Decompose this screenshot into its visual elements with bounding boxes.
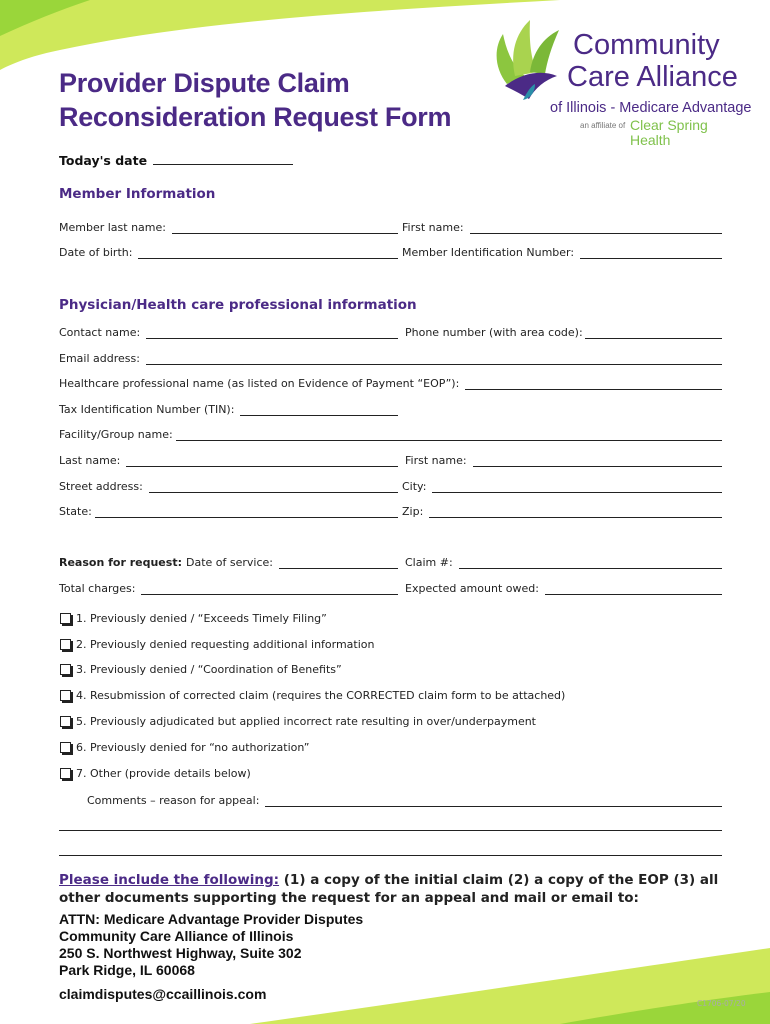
email-field[interactable] [146,354,722,365]
dob-row [59,245,398,259]
city-field[interactable] [432,482,722,493]
state-row [59,504,398,518]
claim-row [405,555,722,569]
include-instructions [59,871,719,907]
todays-date-row [59,153,293,168]
claim-label: Claim #: [405,556,453,569]
contact-name-row [59,325,398,339]
dob-field[interactable] [138,248,398,259]
physician-info-heading: Physician/Health care professional information [59,297,417,313]
include-text-1: (1) a copy of the initial claim (2) a copy of the EOP (3) all [279,872,719,888]
hcp-last-name-field[interactable] [126,456,398,467]
logo-name-line-2: Care Alliance [567,61,738,93]
email-row [59,351,722,365]
address-line-1: ATTN: Medicare Advantage Provider Disputes [59,911,364,927]
total-charges-row [59,581,398,595]
member-first-name-field[interactable] [470,223,722,234]
expected-amount-field[interactable] [545,584,722,595]
date-of-service-row [59,555,398,569]
checkbox-item[interactable] [60,663,342,676]
checkbox-label: 7. Other (provide details below) [76,767,251,780]
logo-affiliate-text: an affiliate of [580,121,626,130]
state-label: State: [59,505,92,518]
form-code: C1706-07/20 [697,999,746,1008]
checkbox-item[interactable] [60,715,536,728]
clear-spring-line-1: Clear Spring [630,117,708,133]
hcp-last-name-row [59,453,398,467]
checkbox-icon[interactable] [60,639,71,650]
comments-line-2[interactable] [59,830,722,831]
mailing-address [59,911,363,979]
checkbox-icon[interactable] [60,690,71,701]
hcp-first-name-row [405,453,722,467]
checkbox-item[interactable] [60,612,327,625]
checkbox-label: 2. Previously denied requesting additional information [76,638,375,651]
zip-label: Zip: [402,505,424,518]
todays-date-field[interactable] [153,154,293,165]
state-field[interactable] [95,507,398,518]
include-text-2: other documents supporting the request for an appeal and mail or email to: [59,890,639,906]
phone-field[interactable] [585,328,722,339]
claim-field[interactable] [459,558,722,569]
checkbox-icon[interactable] [60,716,71,727]
logo-name-line-1: Community [573,29,720,61]
street-label: Street address: [59,480,143,493]
title-line-1: Provider Dispute Claim [59,68,350,98]
hcp-last-name-label: Last name: [59,454,121,467]
tin-label: Tax Identification Number (TIN): [59,403,235,416]
checkbox-item[interactable] [60,741,309,754]
member-last-name-field[interactable] [172,223,398,234]
dob-label: Date of birth: [59,246,133,259]
hcp-first-name-field[interactable] [473,456,722,467]
comments-label: Comments – reason for appeal: [87,794,260,807]
city-label: City: [402,480,427,493]
comments-row [87,793,722,807]
phone-label: Phone number (with area code): [405,326,583,339]
include-line-1 [59,871,719,889]
phone-row [405,325,722,339]
member-first-name-row [402,220,722,234]
facility-field[interactable] [176,430,722,441]
checkbox-label: 5. Previously adjudicated but applied incorrect rate resulting in over/underpayment [76,715,536,728]
contact-name-label: Contact name: [59,326,141,339]
expected-amount-row [405,581,722,595]
page-title [59,66,451,134]
address-line-2: Community Care Alliance of Illinois [59,928,294,944]
address-line-3: 250 S. Northwest Highway, Suite 302 [59,945,302,961]
address-line-4: Park Ridge, IL 60068 [59,962,195,978]
checkbox-icon[interactable] [60,664,71,675]
reason-label: Reason for request: [59,556,182,569]
member-last-name-label: Member last name: [59,221,166,234]
logo-name [567,29,738,93]
checkbox-label: 6. Previously denied for “no authorization” [76,741,310,754]
member-first-name-label: First name: [402,221,464,234]
comments-field[interactable] [265,796,722,807]
street-field[interactable] [149,482,398,493]
facility-label: Facility/Group name: [59,428,173,441]
clear-spring-logo [630,118,708,148]
zip-row [402,504,722,518]
hcp-name-field[interactable] [465,379,722,390]
zip-field[interactable] [429,507,722,518]
checkbox-icon[interactable] [60,742,71,753]
checkbox-label: 4. Resubmission of corrected claim (requires the CORRECTED claim form to be attached) [76,689,566,702]
checkbox-item[interactable] [60,638,375,651]
checkbox-label: 1. Previously denied / “Exceeds Timely Filing” [76,612,327,625]
logo-subtitle: of Illinois - Medicare Advantage [550,100,752,116]
leaf-bird-icon [485,14,565,109]
member-id-label: Member Identification Number: [402,246,575,259]
city-row [402,479,722,493]
facility-row [59,427,722,441]
checkbox-item[interactable] [60,767,251,780]
date-of-service-label: Date of service: [185,556,273,569]
clear-spring-line-2: Health [630,132,671,148]
checkbox-icon[interactable] [60,768,71,779]
member-id-field[interactable] [580,248,722,259]
checkbox-item[interactable] [60,689,565,702]
date-of-service-field[interactable] [279,558,398,569]
checkbox-label: 3. Previously denied / “Coordination of Benefits” [76,663,342,676]
comments-line-3[interactable] [59,855,722,856]
total-charges-field[interactable] [141,584,398,595]
checkbox-icon[interactable] [60,613,71,624]
email-label: Email address: [59,352,140,365]
total-charges-label: Total charges: [59,582,136,595]
expected-amount-label: Expected amount owed: [405,582,539,595]
claims-email: claimdisputes@ccaillinois.com [59,986,267,1002]
tin-field[interactable] [240,405,398,416]
street-row [59,479,398,493]
hcp-first-name-label: First name: [405,454,467,467]
hcp-name-label: Healthcare professional name (as listed on Evidence of Payment “EOP”): [59,377,460,390]
member-info-heading: Member Information [59,186,216,202]
member-last-name-row [59,220,398,234]
hcp-name-row [59,376,722,390]
title-line-2: Reconsideration Request Form [59,102,452,132]
contact-name-field[interactable] [146,328,398,339]
tin-row [59,402,398,416]
todays-date-label: Today's date [59,153,148,168]
member-id-row [402,245,722,259]
include-highlight: Please include the following: [59,872,280,888]
